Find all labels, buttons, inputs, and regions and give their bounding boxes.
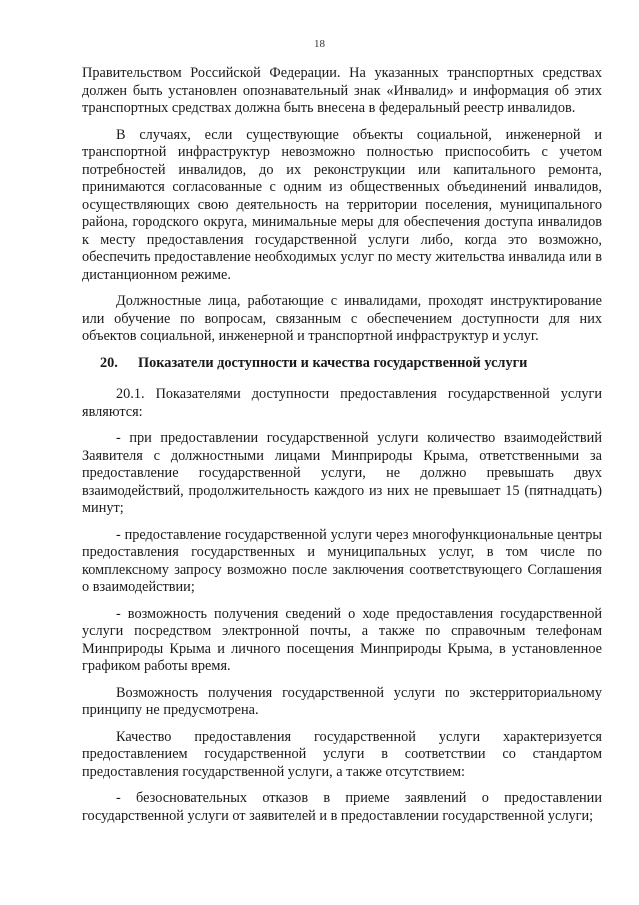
list-item-status-info: - возможность получения сведений о ходе предоставления государственной услуги посредством электронной почты, а также по справочным телефонам Минприроды Крыма и личного посещения Минприроды Крыма, в установленное графиком работы время. <box>82 605 602 674</box>
section-heading <box>82 355 602 373</box>
paragraph-continuation: Правительством Российской Федерации. На указанных транспортных средствах должен быть установлен опознавательный знак «Инвалид» и информация об этих транспортных средствах должна быть внесена в федеральный реестр инвалидов. <box>82 65 602 116</box>
page-number: 18 <box>314 38 325 50</box>
paragraph-quality: Качество предоставления государственной услуги характеризуется предоставлением государственной услуги в соответствии со стандартом предоставления государственной услуги, а также отсутствием: <box>82 728 602 780</box>
list-item-interactions: - при предоставлении государственной услуги количество взаимодействий Заявителя с должностными лицами Минприроды Крыма, ответственными за предоставление государственной услуги, не должно превышать двух взаимодействий, продолжительность каждого из них не превышает 15 (пятнадцать) минут; <box>82 430 602 516</box>
section-title: Показатели доступности и качества государственной услуги <box>138 354 528 371</box>
paragraph-extraterritorial: Возможность получения государственной услуги по экстерриториальному принципу не предусмотрена. <box>82 684 602 718</box>
list-item-refusals: - безосновательных отказов в приеме заявлений о предоставлении государственной услуги от заявителей и в предоставлении государственной услуги; <box>82 790 602 824</box>
paragraph-infrastructure: В случаях, если существующие объекты социальной, инженерной и транспортной инфраструктур невозможно полностью приспособить с учетом потребностей инвалидов, до их реконструкции или капитального ремонта, принимаются согласованные с одним из общественных объединений инвалидов, осуществляющих свою деятельность на территории поселения, муниципального района, городского округа, минимальные меры для обеспечения доступа инвалидов к месту предоставления государственной услуги либо, когда это возможно, обеспечить предоставление необходимых услуг по месту жительства инвалида или в дистанционном режиме. <box>82 126 602 283</box>
section-number: 20. <box>100 354 118 371</box>
list-item-mfc: - предоставление государственной услуги через многофункциональные центры предоставления государственных и муниципальных услуг, в том числе по комплексному запросу возможно после заключения соответствующего Соглашения о взаимодействии; <box>82 526 602 595</box>
paragraph-officials: Должностные лица, работающие с инвалидами, проходят инструктирование или обучение по вопросам, связанным с обеспечением доступности для них объектов социальной, инженерной и транспортной инфраструктур и услуг. <box>82 293 602 344</box>
document-body <box>82 65 602 834</box>
paragraph-20-1: 20.1. Показателями доступности предоставления государственной услуги являются: <box>82 386 602 420</box>
